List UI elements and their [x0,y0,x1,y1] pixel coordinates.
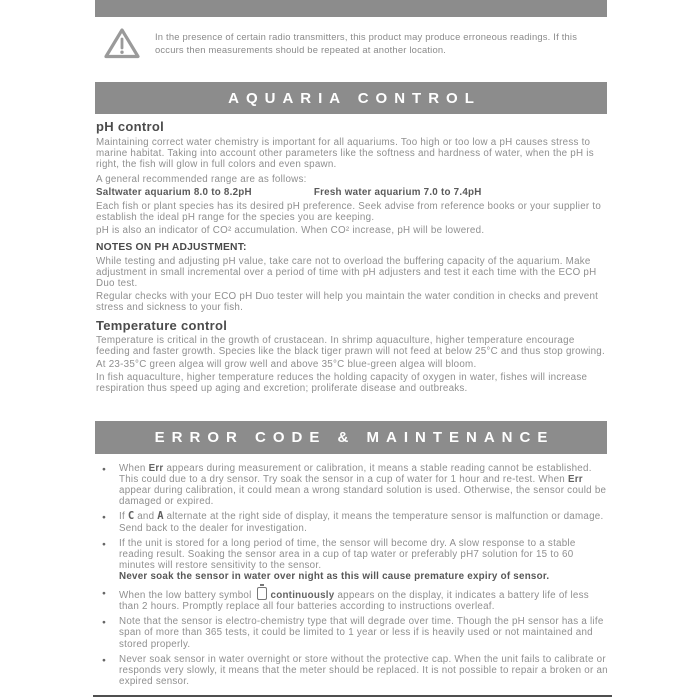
notes-paragraph-2: Regular checks with your ECO pH Duo tester will help you maintain the water condition in checks and prevent stress and sickness to your fish. [96,291,599,314]
display-glyph-c: C [127,510,135,523]
display-glyph-a: A [157,510,164,523]
maintenance-bullet-list [95,463,610,688]
ph-paragraph-4: pH is also an indicator of CO² accumulation. When CO² increase, pH will be lowered. [96,225,485,237]
bullet-low-battery [95,587,610,612]
bullet-text: If the unit is stored for a long period of time, the sensor will become dry. A slow response to a stable reading result. Soaking the sensor area in a cup of tap water or preferably pH7 solution for 15 to 60 minutes will restore sensitivity to the sensor. [119,537,576,572]
err-code-label: Err [148,462,164,474]
section-header-aquaria-control: AQUARIA CONTROL [95,82,607,114]
ph-paragraph-1: Maintaining correct water chemistry is important for all aquariums. Too high or too low a pH causes stress to marine habitat. Taking into account other parameters like the softness and hardness of water, when the pH is right, the fish will glow in full colors and even spawn. [96,137,594,171]
bullet-text: Never soak sensor in water overnight or store without the protective cap. When the unit fails to calibrate or responds very slowly, it means that the meter should be replaced. It is not possible to repair a broken or an expired sensor. [119,653,608,688]
temperature-paragraph-1: Temperature is critical in the growth of crustacean. In shrimp aquaculture, higher temperature encourage feeding and faster growth. Species like the black tiger prawn will not feed at below 25°C and thus stop growing. [96,334,605,357]
previous-section-bar-bottom [95,0,607,17]
bullet-text: If [119,511,128,523]
radio-interference-warning [103,27,610,65]
temperature-control-heading: Temperature control [96,317,228,333]
bullet-temperature-sensor [95,511,610,533]
bullet-text: alternate at the right side of display, it means the temperature sensor is malfunction or damage. Send back to the dealer for investigation. [119,511,604,534]
bullet-text: Note that the sensor is electro-chemistry type that will degrade over time. Though the pH sensor has a life span of more than 365 tests, it could be limited to 1 year or less if is heavily used or not maintained and stored properly. [119,616,604,650]
freshwater-range: Fresh water aquarium 7.0 to 7.4pH [313,186,482,198]
err-code-label: Err [567,473,583,485]
continuously-label: continuously [270,589,335,601]
bullet-err-code [95,463,610,508]
saltwater-range: Saltwater aquarium 8.0 to 8.2pH [96,186,252,198]
section-header-error-code-maintenance: ERROR CODE & MAINTENANCE [95,421,607,454]
bullet-text: When [119,462,149,474]
bullet-text: and [134,511,158,523]
bullet-text: appears on the display, it indicates a battery life of less than 2 hours. Promptly replace all four batteries according to instructions overleaf. [119,589,589,612]
next-section-bar-top-rule [93,695,612,697]
temperature-paragraph-2: At 23-35°C green algea will grow well and above 35°C blue-green algea will bloom. [96,359,477,371]
ph-paragraph-2: A general recommended range are as follows: [96,173,307,185]
warning-triangle-icon [103,27,141,65]
page-content [95,17,610,687]
warning-text: In the presence of certain radio transmitters, this product may produce erroneous readings. If this occurs then measurements should be repeated at another location. [155,31,578,55]
low-battery-icon [257,587,267,600]
bullet-never-soak-overnight [95,654,610,688]
notes-paragraph-1: While testing and adjusting pH value, take care not to overload the buffering capacity of the aquarium. Make adjustment in small incremental over a period of time with pH adjusters and test it each time with the ECO pH Duo test. [96,255,597,290]
bullet-dry-sensor [95,538,610,583]
bullet-text: appears during measurement or calibration, it means a stable reading cannot be established. This could due to a dry sensor. Try soak the sensor in a cup of water for 1 hour and re-test. When [119,462,592,485]
ph-paragraph-3: Each fish or plant species has its desired pH preference. Seek advise from reference books or your supplier to establish the ideal pH range for the species you are keeping. [96,201,602,224]
never-soak-warning: Never soak the sensor in water over night as this will cause premature expiry of sensor. [119,571,550,583]
temperature-paragraph-3: In fish aquaculture, higher temperature reduces the holding capacity of oxygen in water, fishes will increase respiration thus speed up aging and excretion; proliferate disease and outbreaks. [96,372,588,395]
ph-control-heading: pH control [96,119,164,134]
recommended-range-row [96,187,610,198]
bullet-sensor-lifespan [95,616,610,650]
bullet-text: When the low battery symbol [119,589,255,601]
bullet-text: appear during calibration, it could mean a wrong standard solution is used. Otherwise, the sensor could be damaged or expired. [119,485,607,508]
notes-on-ph-adjustment-heading: NOTES ON PH ADJUSTMENT: [96,241,247,253]
